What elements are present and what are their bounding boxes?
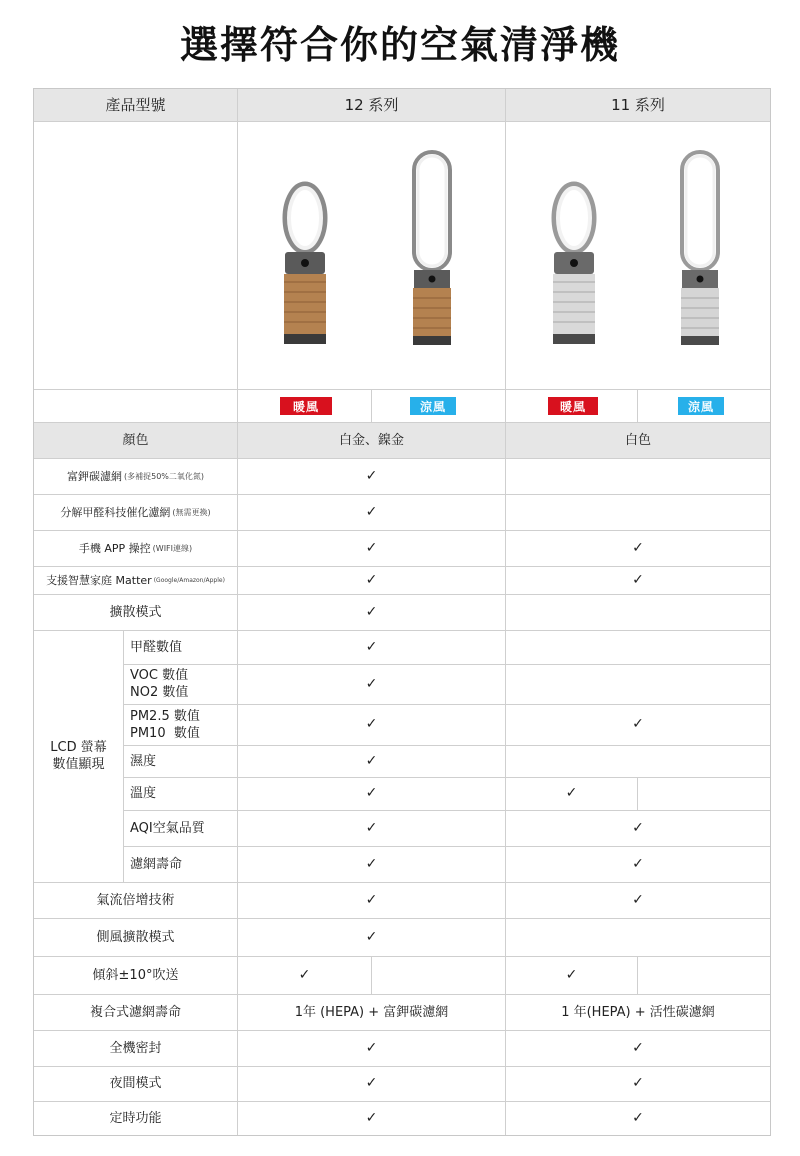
tag-warm-12: 暖風 bbox=[280, 397, 332, 415]
row-sealed-label: 全機密封 bbox=[109, 1040, 162, 1056]
check-airflow-12: ✓ bbox=[365, 891, 378, 908]
row-diffuse-label: 擴散模式 bbox=[109, 604, 162, 620]
check-aqi-11: ✓ bbox=[632, 819, 644, 836]
row-filterlife-12: 1年 (HEPA) + 富鉀碳濾網 bbox=[294, 1004, 449, 1020]
check-sealed-12: ✓ bbox=[365, 1039, 378, 1056]
lcd-humidity-label: 濕度 bbox=[130, 753, 157, 769]
row-filterlife-label: 複合式濾網壽命 bbox=[89, 1004, 181, 1020]
check-filter-11: ✓ bbox=[632, 855, 644, 872]
product-11-heating-fan-image bbox=[544, 180, 604, 350]
lcd-temp-label: 溫度 bbox=[130, 786, 157, 801]
check-timer-12: ✓ bbox=[365, 1109, 378, 1126]
check-formaldehyde-12: ✓ bbox=[365, 503, 378, 520]
check-humidity-12: ✓ bbox=[365, 752, 378, 769]
check-sealed-11: ✓ bbox=[632, 1039, 644, 1056]
check-filter-12: ✓ bbox=[365, 855, 378, 872]
row-airflow-label: 氣流倍增技術 bbox=[96, 892, 175, 908]
row-lcd-label: LCD 螢幕 數值顯現 bbox=[50, 740, 107, 772]
tag-warm-11: 暖風 bbox=[548, 397, 598, 415]
row-side-label: 側風擴散模式 bbox=[96, 929, 175, 945]
row-matter-label: 支援智慧家庭 Matter (Google/Amazon/Apple) bbox=[46, 573, 225, 587]
tag-cool-12: 涼風 bbox=[410, 397, 456, 415]
check-side-12: ✓ bbox=[365, 928, 378, 945]
check-pm-11: ✓ bbox=[632, 716, 644, 732]
row-color-11: 白色 bbox=[624, 432, 651, 448]
check-night-12: ✓ bbox=[365, 1075, 378, 1091]
check-airflow-11: ✓ bbox=[632, 891, 644, 908]
row-color-12: 白金、鎳金 bbox=[338, 432, 404, 448]
check-diffuse-12: ✓ bbox=[365, 603, 378, 620]
check-hcho-12: ✓ bbox=[365, 638, 378, 655]
check-app-12: ✓ bbox=[365, 539, 378, 556]
check-matter-12: ✓ bbox=[365, 571, 378, 588]
lcd-aqi-label: AQI空氣品質 bbox=[130, 820, 205, 836]
row-formaldehyde-label: 分解甲醛科技催化濾網 (無需更換) bbox=[60, 505, 211, 519]
lcd-hcho-label: 甲醛數值 bbox=[130, 639, 183, 655]
lcd-filter-label: 濾網壽命 bbox=[130, 856, 183, 872]
check-temp-11: ✓ bbox=[565, 785, 578, 801]
tag-cool-11: 涼風 bbox=[678, 397, 724, 415]
check-night-11: ✓ bbox=[632, 1075, 644, 1091]
row-timer-label: 定時功能 bbox=[109, 1110, 162, 1126]
lcd-voc-label: VOC 數值 NO2 數值 bbox=[130, 668, 189, 700]
check-tilt-12: ✓ bbox=[298, 966, 311, 983]
check-tilt-11: ✓ bbox=[565, 966, 578, 983]
check-carbon-12: ✓ bbox=[365, 467, 378, 484]
check-voc-12: ✓ bbox=[365, 675, 378, 692]
header-12-series: 12 系列 bbox=[344, 95, 399, 114]
product-12-tower-fan-image bbox=[406, 148, 458, 348]
row-app-label: 手機 APP 操控 (WIFI連線) bbox=[78, 541, 193, 555]
row-color-label: 顏色 bbox=[122, 432, 149, 448]
row-tilt-label: 傾斜±10°吹送 bbox=[92, 967, 179, 983]
header-11-series: 11 系列 bbox=[611, 95, 665, 114]
product-12-heating-fan-image bbox=[275, 180, 335, 350]
row-carbon-label: 富鉀碳濾網 (多補捉50%二氧化氮) bbox=[66, 469, 205, 483]
row-filterlife-11: 1 年(HEPA) + 活性碳濾網 bbox=[561, 1004, 715, 1020]
check-app-11: ✓ bbox=[632, 539, 644, 556]
product-11-tower-fan-image bbox=[674, 148, 726, 348]
check-timer-11: ✓ bbox=[632, 1109, 644, 1126]
lcd-pm-label: PM2.5 數值 PM10 數值 bbox=[130, 708, 200, 741]
page-title: 選擇符合你的空氣清淨機 bbox=[179, 23, 620, 67]
check-matter-11: ✓ bbox=[632, 571, 644, 588]
check-aqi-12: ✓ bbox=[365, 819, 378, 836]
header-model-label: 產品型號 bbox=[105, 95, 166, 114]
row-night-label: 夜間模式 bbox=[109, 1076, 162, 1091]
check-temp-12: ✓ bbox=[365, 785, 378, 801]
check-pm-12: ✓ bbox=[365, 716, 378, 732]
